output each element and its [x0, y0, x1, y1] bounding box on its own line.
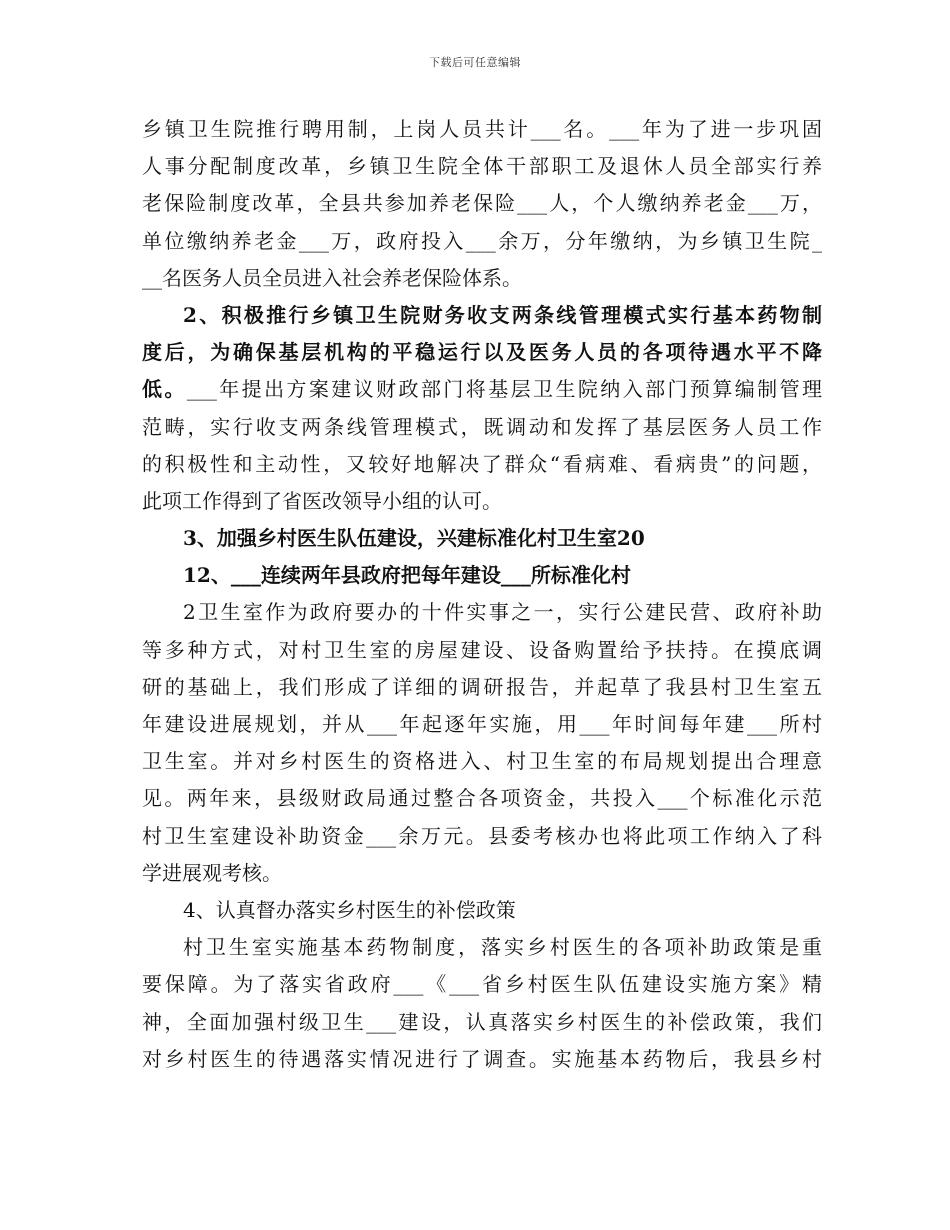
text-line: 神，全面加强村级卫生___建设，认真落实乡村医生的补偿政策，我们	[142, 1009, 822, 1034]
page-header-note: 下载后可任意编辑	[429, 56, 521, 69]
text-line: 卫生室。并对乡村医生的资格进入、村卫生室的布局规划提出合理意	[142, 749, 822, 774]
text-line: 的积极性和主动性，又较好地解决了群众“看病难、看病贵”的问题，	[142, 451, 822, 476]
heading-line: 3、加强乡村医生队伍建设，兴建标准化村卫生室20	[183, 526, 645, 551]
section-4-heading	[142, 892, 822, 929]
text-line: 单位缴纳养老金___万，政府投入___余万，分年缴纳，为乡镇卫生院_	[142, 228, 822, 253]
section-2-heading	[142, 297, 822, 371]
text-line: 要保障。为了落实省政府___《___省乡村医生队伍建设实施方案》精	[142, 972, 822, 997]
text-line: 学进展观考核。	[142, 860, 282, 885]
text-line: 见。两年来，县级财政局通过整合各项资金，共投入___个标准化示范	[142, 786, 822, 811]
text-line: 年建设进展规划，并从___年起逐年实施，用___年时间每年建___所村	[142, 712, 822, 736]
text-line: 研的基础上，我们形成了详细的调研报告，并起草了我县村卫生室五	[142, 674, 822, 699]
heading-line: 12、___连续两年县政府把每年建设___所标准化村	[183, 563, 631, 588]
text-line: 人事分配制度改革，乡镇卫生院全体干部职工及退休人员全部实行养	[142, 154, 822, 179]
heading-tail: 低。	[142, 377, 187, 402]
heading-line: 度后，为确保基层机构的平稳运行以及医务人员的各项待遇水平不降	[142, 340, 822, 365]
paragraph-3	[142, 594, 822, 892]
text-line: 2卫生室作为政府要办的十件实事之一，实行公建民营、政府补助	[183, 600, 822, 625]
paragraph-4	[142, 929, 822, 1078]
text-line: 对乡村医生的待遇落实情况进行了调查。实施基本药物后，我县乡村	[142, 1046, 822, 1071]
paragraph-1	[142, 111, 822, 297]
text-line: __名医务人员全员进入社会养老保险体系。	[142, 265, 522, 290]
heading-line: 4、认真督办落实乡村医生的补偿政策	[183, 897, 516, 922]
document-body	[142, 111, 822, 1078]
text-line	[142, 371, 822, 408]
section-3-heading	[142, 520, 822, 594]
text-line: 此项工作得到了省医改领导小组的认可。	[142, 488, 502, 513]
text-line: 范畴，实行收支两条线管理模式，既调动和发挥了基层医务人员工作	[142, 414, 822, 439]
text-span: ___年提出方案建议财政部门将基层卫生院纳入部门预算编制管理	[186, 377, 823, 402]
paragraph-2	[142, 371, 822, 520]
text-line: 乡镇卫生院推行聘用制，上岗人员共计___名。___年为了进一步巩固	[142, 117, 822, 141]
text-line: 村卫生室建设补助资金___余万元。县委考核办也将此项工作纳入了科	[142, 823, 822, 848]
text-line: 老保险制度改革，全县共参加养老保险___人，个人缴纳养老金___万，	[142, 191, 822, 216]
heading-line: 2、积极推行乡镇卫生院财务收支两条线管理模式实行基本药物制	[183, 302, 822, 327]
text-line: 等多种方式，对村卫生室的房屋建设、设备购置给予扶持。在摸底调	[142, 637, 822, 662]
text-line: 村卫生室实施基本药物制度，落实乡村医生的各项补助政策是重	[183, 935, 822, 960]
